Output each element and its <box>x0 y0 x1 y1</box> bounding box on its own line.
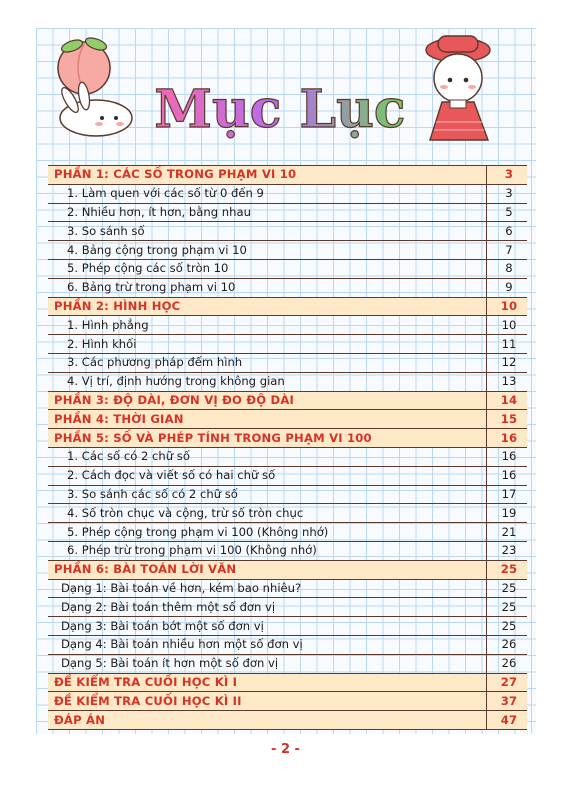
toc-label: 2. Nhiều hơn, ít hơn, bằng nhau <box>48 203 487 222</box>
toc-section-row[interactable] <box>48 297 527 316</box>
toc-row[interactable] <box>48 579 527 598</box>
toc-label: 6. Bảng trừ trong phạm vi 10 <box>48 278 487 297</box>
toc-label: 1. Hình phẳng <box>48 316 487 335</box>
toc-section-row[interactable] <box>48 692 527 711</box>
toc-page-number: 21 <box>487 523 528 542</box>
toc-row[interactable] <box>48 241 527 260</box>
toc-label: ĐÁP ÁN <box>48 711 487 730</box>
toc-label: Dạng 4: Bài toán nhiều hơn một số đơn vị <box>48 635 487 654</box>
toc-label: PHẦN 5: SỐ VÀ PHÉP TÍNH TRONG PHẠM VI 100 <box>48 429 487 448</box>
toc-label: 5. Phép cộng các số tròn 10 <box>48 259 487 278</box>
toc-row[interactable] <box>48 654 527 673</box>
toc-row[interactable] <box>48 523 527 542</box>
toc-row[interactable] <box>48 203 527 222</box>
toc-page-number: 12 <box>487 353 528 372</box>
toc-section-row[interactable] <box>48 429 527 448</box>
toc-page-number: 16 <box>487 466 528 485</box>
toc-page-number: 9 <box>487 278 528 297</box>
page-number: - 2 - <box>271 742 300 757</box>
page-title <box>140 72 420 142</box>
title-text: Mục Lục <box>154 79 406 140</box>
toc-row[interactable] <box>48 278 527 297</box>
peach-bunny-decoration <box>44 36 134 140</box>
toc-label: 3. So sánh số <box>48 222 487 241</box>
toc-page-number: 37 <box>487 692 528 711</box>
toc-row[interactable] <box>48 485 527 504</box>
bunny-girl-decoration <box>412 30 504 142</box>
toc-page-number: 6 <box>487 222 528 241</box>
toc-page-number: 16 <box>487 447 528 466</box>
toc-row[interactable] <box>48 617 527 636</box>
toc-label: PHẦN 4: THỜI GIAN <box>48 410 487 429</box>
toc-row[interactable] <box>48 335 527 354</box>
toc-page-number: 17 <box>487 485 528 504</box>
toc-section-row[interactable] <box>48 166 527 185</box>
toc-label: 1. Các số có 2 chữ số <box>48 447 487 466</box>
toc-label: 4. Bảng cộng trong phạm vi 10 <box>48 241 487 260</box>
toc-label: 1. Làm quen với các số từ 0 đến 9 <box>48 184 487 203</box>
toc-page-number: 3 <box>487 166 528 185</box>
toc-row[interactable] <box>48 541 527 560</box>
toc-section-row[interactable] <box>48 410 527 429</box>
toc-page-number: 11 <box>487 335 528 354</box>
toc-label: 3. Các phương pháp đếm hình <box>48 353 487 372</box>
table-of-contents <box>48 165 527 730</box>
toc-row[interactable] <box>48 259 527 278</box>
toc-row[interactable] <box>48 222 527 241</box>
toc-row[interactable] <box>48 184 527 203</box>
toc-row[interactable] <box>48 466 527 485</box>
toc-page-number: 5 <box>487 203 528 222</box>
toc-label: PHẦN 2: HÌNH HỌC <box>48 297 487 316</box>
toc-page-number: 14 <box>487 391 528 410</box>
toc-row[interactable] <box>48 635 527 654</box>
toc-page-number: 7 <box>487 241 528 260</box>
toc-label: 4. Số tròn chục và cộng, trừ số tròn chục <box>48 504 487 523</box>
toc-label: 3. So sánh các số có 2 chữ số <box>48 485 487 504</box>
toc-label: ĐỀ KIỂM TRA CUỐI HỌC KÌ II <box>48 692 487 711</box>
toc-label: ĐỀ KIỂM TRA CUỐI HỌC KÌ I <box>48 673 487 692</box>
toc-label: PHẦN 3: ĐỘ DÀI, ĐƠN VỊ ĐO ĐỘ DÀI <box>48 391 487 410</box>
toc-row[interactable] <box>48 598 527 617</box>
toc-page-number: 26 <box>487 635 528 654</box>
toc-page-number: 25 <box>487 617 528 636</box>
toc-page-number: 47 <box>487 711 528 730</box>
toc-page-number: 8 <box>487 259 528 278</box>
toc-page-number: 15 <box>487 410 528 429</box>
toc-row[interactable] <box>48 353 527 372</box>
toc-page-number: 19 <box>487 504 528 523</box>
toc-label: 6. Phép trừ trong phạm vi 100 (Không nhớ) <box>48 541 487 560</box>
toc-row[interactable] <box>48 447 527 466</box>
toc-page-number: 25 <box>487 579 528 598</box>
toc-label: 2. Hình khối <box>48 335 487 354</box>
toc-page-number: 25 <box>487 598 528 617</box>
toc-label: Dạng 5: Bài toán ít hơn một số đơn vị <box>48 654 487 673</box>
toc-page-number: 3 <box>487 184 528 203</box>
toc-page-number: 26 <box>487 654 528 673</box>
toc-page-number: 16 <box>487 429 528 448</box>
toc-label: 2. Cách đọc và viết số có hai chữ số <box>48 466 487 485</box>
toc-label: 5. Phép cộng trong phạm vi 100 (Không nhớ) <box>48 523 487 542</box>
toc-section-row[interactable] <box>48 391 527 410</box>
toc-label: PHẦN 6: BÀI TOÁN LỜI VĂN <box>48 560 487 579</box>
toc-page-number: 27 <box>487 673 528 692</box>
toc-page-number: 10 <box>487 297 528 316</box>
toc-row[interactable] <box>48 372 527 391</box>
toc-label: 4. Vị trí, định hướng trong không gian <box>48 372 487 391</box>
toc-page-number: 23 <box>487 541 528 560</box>
toc-row[interactable] <box>48 316 527 335</box>
toc-row[interactable] <box>48 504 527 523</box>
bunny-girl-icon <box>426 36 490 140</box>
toc-label: Dạng 2: Bài toán thêm một số đơn vị <box>48 598 487 617</box>
toc-section-row[interactable] <box>48 711 527 730</box>
toc-page-number: 25 <box>487 560 528 579</box>
toc-page-number: 10 <box>487 316 528 335</box>
toc-label: PHẦN 1: CÁC SỐ TRONG PHẠM VI 10 <box>48 166 487 185</box>
toc-section-row[interactable] <box>48 673 527 692</box>
toc-label: Dạng 3: Bài toán bớt một số đơn vị <box>48 617 487 636</box>
toc-section-row[interactable] <box>48 560 527 579</box>
toc-label: Dạng 1: Bài toán về hơn, kém bao nhiêu? <box>48 579 487 598</box>
toc-page-number: 13 <box>487 372 528 391</box>
